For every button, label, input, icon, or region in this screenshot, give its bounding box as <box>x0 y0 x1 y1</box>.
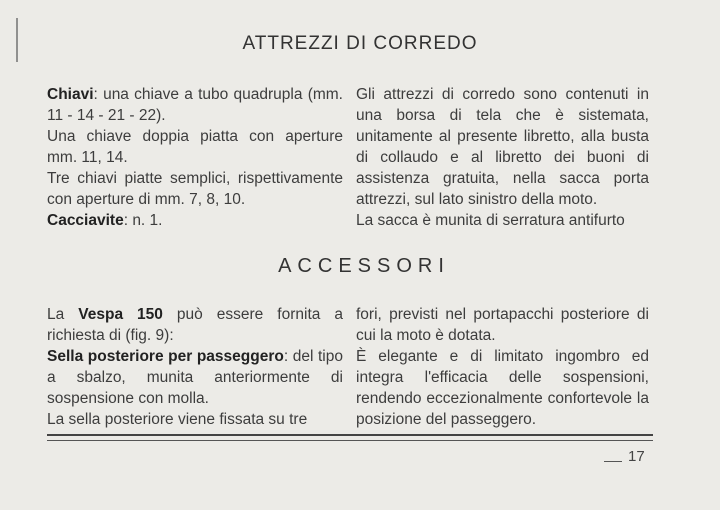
chiave-doppia-paragraph: Una chiave doppia piatta con aperture mm. 11, 14. <box>47 128 343 166</box>
cacciavite-label: Cacciavite <box>47 212 124 229</box>
footer-rule-thick <box>47 434 653 436</box>
sella-label: Sella posteriore per passeggero <box>47 348 284 365</box>
fissata-paragraph: La sella posteriore viene fissata su tre <box>47 411 308 428</box>
chiavi-text: : una chiave a tubo quadrupla (mm. 11 - 14 - 21 - 22). <box>47 86 343 124</box>
chiavi-label: Chiavi <box>47 86 94 103</box>
chiavi-paragraph <box>47 84 343 126</box>
sella-text: : del tipo a sbalzo, munita anteriormente di sospensione con molla. <box>47 348 343 407</box>
vespa-intro-paragraph <box>47 304 343 346</box>
section-title-accessori: ACCESSORI <box>278 255 450 277</box>
section-title-attrezzi: ATTREZZI DI CORREDO <box>242 33 478 54</box>
page-number: 17 <box>628 448 645 465</box>
cacciavite-paragraph <box>47 210 343 231</box>
accessori-right-column <box>356 304 649 430</box>
sacca-paragraph: La sacca è munita di serratura antifurto <box>356 212 625 229</box>
tre-chiavi-paragraph: Tre chiavi piatte semplici, rispettivamente con aperture di mm. 7, 8, 10. <box>47 170 343 208</box>
footer-rule-thin <box>47 440 653 441</box>
attrezzi-right-column <box>356 84 649 231</box>
borsa-paragraph: Gli attrezzi di corredo sono contenuti in una borsa di tela che è sistemata, unitamente al presente libretto, alla busta di collaudo e al libretto dei buoni di assistenza gratuita, nella sacca porta attrezzi, sul lato sinistro della moto. <box>356 86 649 208</box>
accessori-left-column <box>47 304 343 430</box>
page-number-dash <box>604 461 622 462</box>
cacciavite-text: : n. 1. <box>123 212 163 229</box>
elegante-paragraph: È elegante e di limitato ingombro ed integra l'efficacia delle sospensioni, rendendo eccezionalmente confortevole la posizione del passeggero. <box>356 348 649 428</box>
fori-paragraph: fori, previsti nel portapacchi posteriore di cui la moto è dotata. <box>356 306 649 344</box>
intro-post: può essere fornita a richiesta di (fig. 9): <box>47 306 343 344</box>
sella-paragraph <box>47 346 343 409</box>
intro-pre: La <box>47 306 79 323</box>
attrezzi-left-column <box>47 84 343 231</box>
vespa-model: Vespa 150 <box>78 306 163 323</box>
